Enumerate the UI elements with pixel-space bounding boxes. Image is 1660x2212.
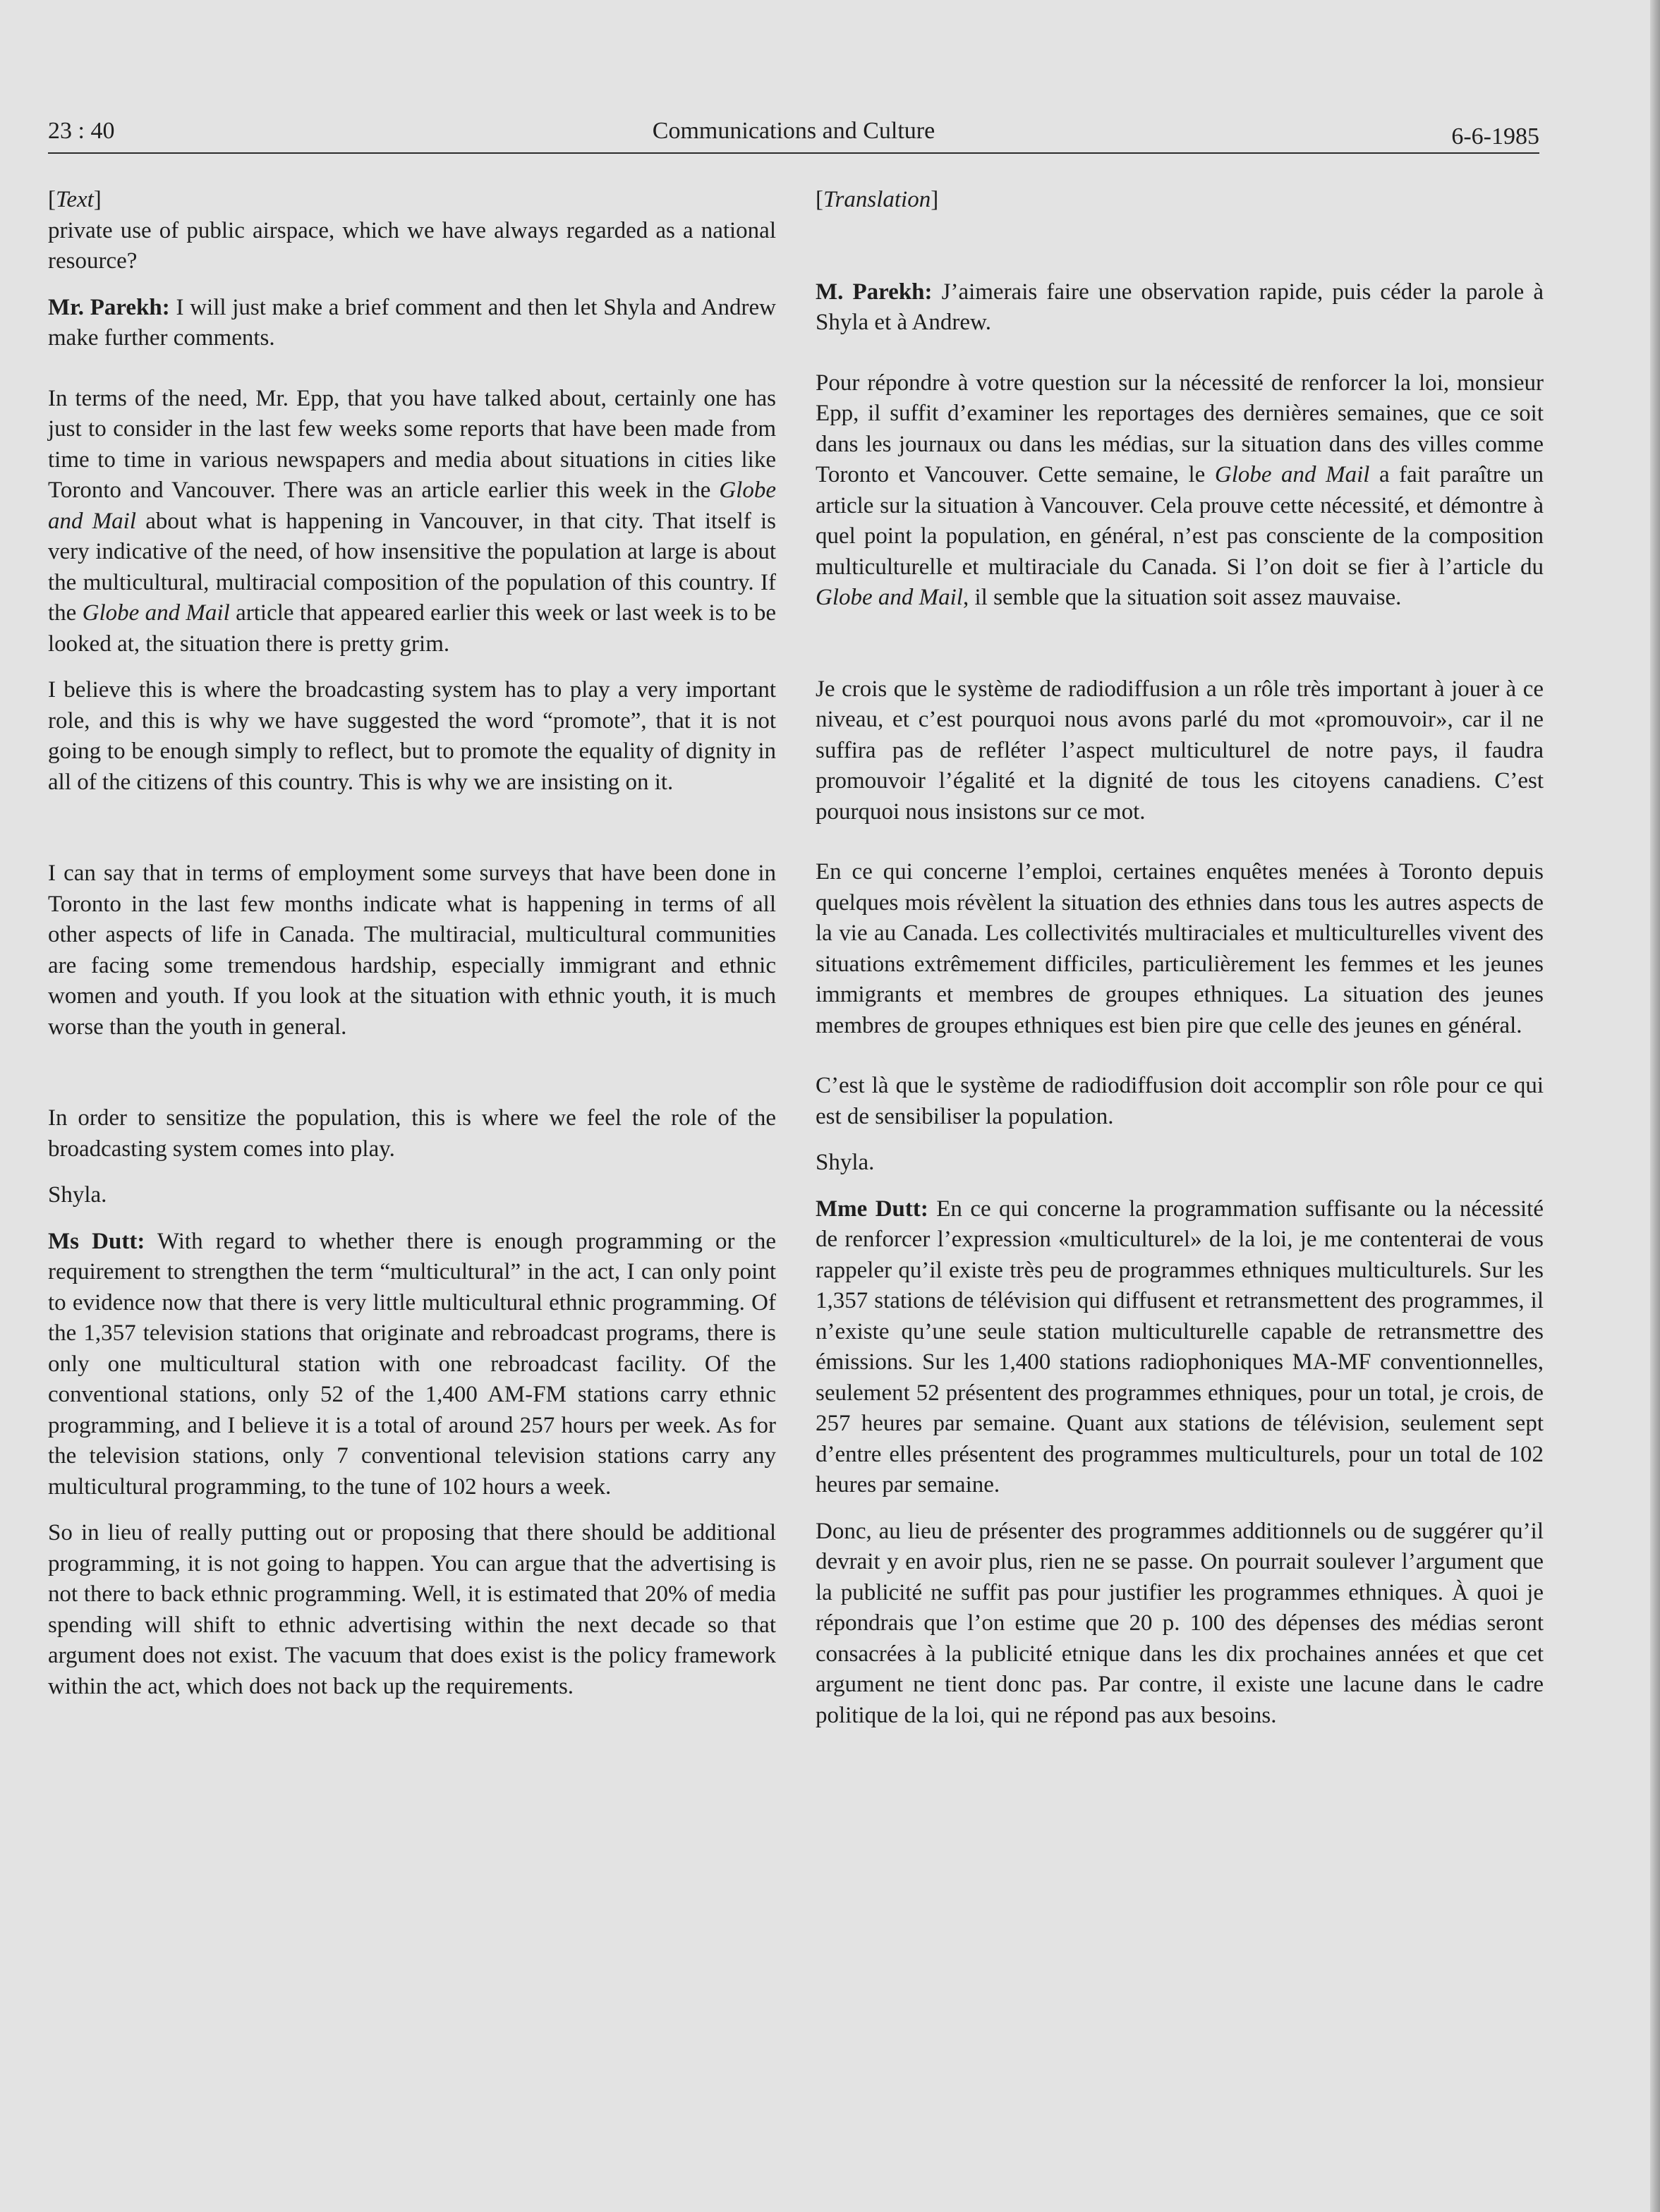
french-column [816,185,1544,1731]
paragraph: Donc, au lieu de présenter des programmes additionnels ou de suggérer qu’il devrait y en avoir plus, rien ne se passe. On pourrait soulever l’argument que la publicité ne suffit pas pour justifier les programmes ethniques. À quoi je répondrais que l’on estime que 20 p. 100 des dépenses des médias seront consacrées à la publicité etnique dans les dix prochaines années et que cet argument ne tient donc pas. Par contre, il existe une lacune dans le cadre politique de la loi, qui ne répond pas aux besoins. [816,1518,1544,1728]
publication-name: Globe and Mail [82,600,230,626]
speaker-name: Ms Dutt: [48,1228,145,1254]
paragraph: Mr. Parekh: I will just make a brief comment and then let Shyla and Andrew make further comments. [48,294,776,351]
paragraph: Pour répondre à votre question sur la nécessité de renforcer la loi, monsieur Epp, il suffit d’examiner les reportages des dernières semaines, que ce soit dans les journaux ou dans les médias, sur la situation dans des villes comme Toronto et Vancouver. Cette semaine, le Globe and Mail a fait paraître un article sur la situation à Vancouver. Cela prouve cette nécessité, et démontre à quel point la population, en général, n’est pas consciente de la composition multiculturelle et multiraciale du Canada. Si l’on doit se fier à l’article du Globe and Mail, il semble que la situation soit assez mauvaise. [816,370,1544,610]
speaker-name: Mr. Parekh: [48,294,170,320]
publication-name: Globe and Mail [816,585,963,610]
paragraph: M. Parekh: J’aimerais faire une observation rapide, puis céder la parole à Shyla et à Andrew. [816,279,1544,335]
paragraph: private use of public airspace, which we have always regarded as a national resource? [48,217,776,274]
speaker-name: M. Parekh: [816,279,933,305]
sitting-date: 6-6-1985 [1451,123,1539,150]
english-column [48,185,776,1702]
running-title: Communications and Culture [652,118,935,144]
paragraph: Shyla. [48,1182,107,1208]
page-header [48,114,1539,148]
publication-name: Globe and Mail [1214,462,1370,487]
paragraph: In order to sensitize the population, this is where we feel the role of the broadcasting system comes into play. [48,1105,776,1162]
text-tag: [Text] [48,187,102,212]
publication-name: Globe and Mail [48,478,776,534]
paragraph: Ms Dutt: With regard to whether there is enough programming or the requirement to strengthen the term “multicultural” in the act, I can only point to evidence now that there is very little multicultural ethnic programming. Of the 1,357 television stations that originate and rebroadcast programs, there is only one multicultural station with one rebroadcast facility. Of the conventional stations, only 52 of the 1,400 AM-FM stations carry ethnic programming, and I believe it is a total of around 257 hours per week. As for the television stations, only 7 conventional television stations carry any multicultural programming, to the tune of 102 hours a week. [48,1228,776,1500]
header-rule [48,152,1539,154]
paragraph: I can say that in terms of employment some surveys that have been done in Toronto in the last few months indicate what is happening in terms of all other aspects of life in Canada. The multiracial, multicultural communities are facing some tremendous hardship, especially immigrant and ethnic women and youth. If you look at the situation with ethnic youth, it is much worse than the youth in general. [48,861,776,1040]
paragraph: C’est là que le système de radiodiffusion doit accomplir son rôle pour ce qui est de sensibiliser la population. [816,1073,1544,1129]
paragraph: Je crois que le système de radiodiffusion a un rôle très important à jouer à ce niveau, et c’est pourquoi nous avons parlé du mot «promouvoir», car il ne suffira pas de refléter l’aspect multiculturel de notre pays, il faudra promouvoir l’égalité et la dignité de tous les citoyens canadiens. C’est pourquoi nous insistons sur ce mot. [816,676,1544,825]
paragraph: In terms of the need, Mr. Epp, that you have talked about, certainly one has just to consider in the last few weeks some reports that have been made from time to time in various newspapers and media about situations in cities like Toronto and Vancouver. There was an article earlier this week in the Globe and Mail about what is happening in Vancouver, in that city. That itself is very indicative of the need, of how insensitive the population at large is about the multicultural, multiracial composition of the population of this country. If the Globe and Mail article that appeared earlier this week or last week is to be looked at, the situation there is pretty grim. [48,385,777,657]
paragraph: Shyla. [816,1150,875,1175]
translation-tag: [Translation] [816,187,939,212]
paragraph: En ce qui concerne l’emploi, certaines enquêtes menées à Toronto depuis quelques mois révèlent la situation des ethnies dans tous les autres aspects de la vie au Canada. Les collectivités multiraciales et multiculturelles vivent des situations extrêmement difficiles, particulièrement les femmes et les jeunes immigrants et membres de groupes ethniques. La situation des jeunes membres de groupes ethniques est bien pire que celle des jeunes en général. [816,859,1544,1038]
page-number: 23 : 40 [48,118,115,144]
paragraph: Mme Dutt: En ce qui concerne la programmation suffisante ou la nécessité de renforcer l’expression «multiculturel» de la loi, je me contenterai de vous rappeler qu’il existe très peu de programmes ethniques multiculturels. Sur les 1,357 stations de télévision qui diffusent et retransmettent des programmes, il n’existe qu’une seule station multiculturelle capable de retransmettre des émissions. Sur les 1,400 stations radiophoniques MA-MF conventionnelles, seulement 52 présentent des programmes ethniques, pour un total, je crois, de 257 heures par semaine. Quant aux stations de télévision, seulement sept d’entre elles présentent des programmes multiculturels, pour un total de 102 heures par semaine. [816,1196,1544,1497]
paragraph: So in lieu of really putting out or proposing that there should be additional programming, it is not going to happen. You can argue that the advertising is not there to back ethnic programming. Well, it is estimated that 20% of media spending will shift to ethnic advertising within the next decade so that argument does not exist. The vacuum that does exist is the policy framework within the act, which does not back up the requirements. [48,1520,776,1699]
paragraph: I believe this is where the broadcasting system has to play a very important role, and this is why we have suggested the word “promote”, that it is not going to be enough simply to reflect, but to promote the equality of dignity in all of the citizens of this country. This is why we are insisting on it. [48,677,776,795]
speaker-name: Mme Dutt: [816,1196,928,1222]
